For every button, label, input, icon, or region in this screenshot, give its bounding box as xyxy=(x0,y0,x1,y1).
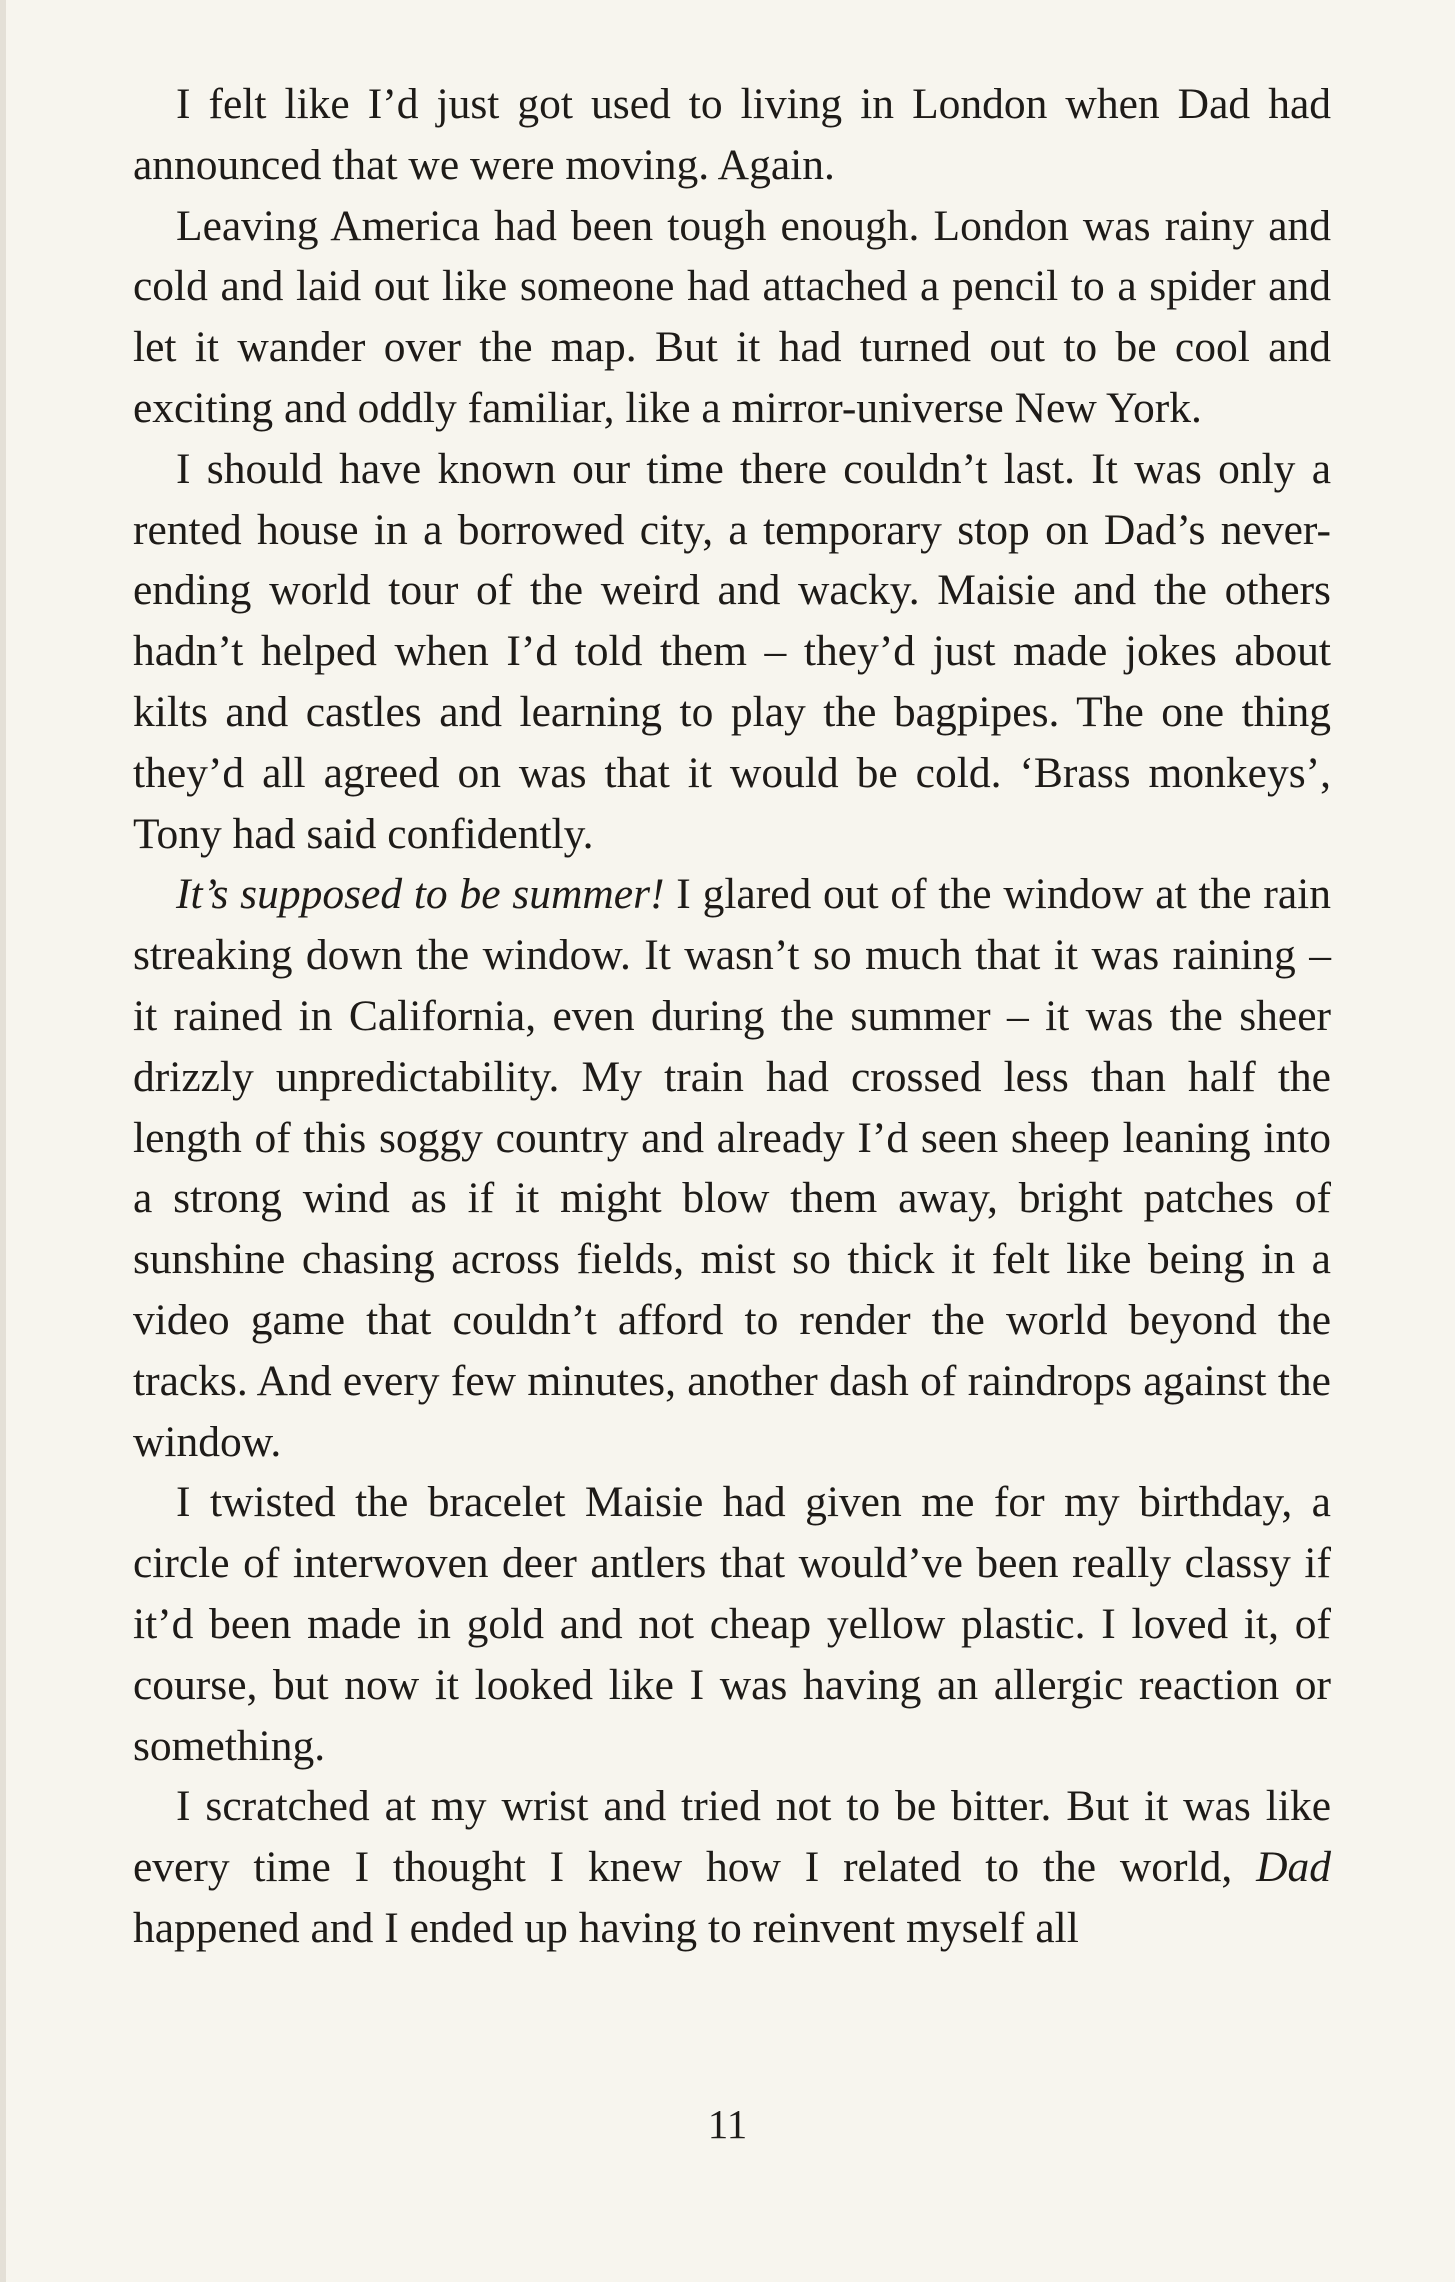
italic-text: It’s supposed to be summer! xyxy=(176,870,665,919)
text-run: I felt like I’d just got used to living in London when Dad had announced that we were moving. Again. xyxy=(133,80,1331,189)
text-run: Leaving America had been tough enough. London was rainy and cold and laid out like someone had attached a pencil to a spider and let it wander over the map. But it had turned out to be cool and exciting and oddly familiar, like a mirror-universe New York. xyxy=(133,201,1331,432)
text-run: I twisted the bracelet Maisie had given me for my birthday, a circle of interwoven deer antlers that would’ve been really classy if it’d been made in gold and not cheap yellow plastic. I loved it, of course, but now it looked like I was having an allergic reaction or something. xyxy=(133,1478,1331,1770)
paragraph xyxy=(133,1472,1331,1776)
page-edge-shadow xyxy=(0,0,6,2282)
body-text xyxy=(133,74,1331,1959)
paragraph xyxy=(133,864,1331,1472)
paragraph xyxy=(133,196,1331,439)
text-run: I glared out of the window at the rain streaking down the window. It wasn’t so much that it was raining – it rained in California, even during the summer – it was the sheer drizzly unpredictability. My train had crossed less than half the length of this soggy country and already I’d seen sheep leaning into a strong wind as if it might blow them away, bright patches of sunshine chasing across fields, mist so thick it felt like being in a video game that couldn’t afford to render the world beyond the tracks. And every few minutes, another dash of raindrops against the window. xyxy=(133,870,1331,1466)
paragraph xyxy=(133,1776,1331,1958)
page-number: 11 xyxy=(707,2101,748,2147)
text-run: I should have known our time there couldn’t last. It was only a rented house in a borrowed city, a temporary stop on Dad’s never-ending world tour of the weird and wacky. Maisie and the others hadn’t helped when I’d told them – they’d just made jokes about kilts and castles and learning to play the bagpipes. The one thing they’d all agreed on was that it would be cold. ‘Brass monkeys’, Tony had said confidently. xyxy=(133,444,1331,858)
paragraph xyxy=(133,74,1331,196)
text-run: I scratched at my wrist and tried not to be bitter. But it was like every time I thought I knew how I related to the world, xyxy=(133,1782,1331,1892)
text-run: happened and I ended up having to reinvent myself all xyxy=(133,1903,1079,1952)
italic-text: Dad xyxy=(1256,1843,1331,1892)
paragraph xyxy=(133,439,1331,865)
